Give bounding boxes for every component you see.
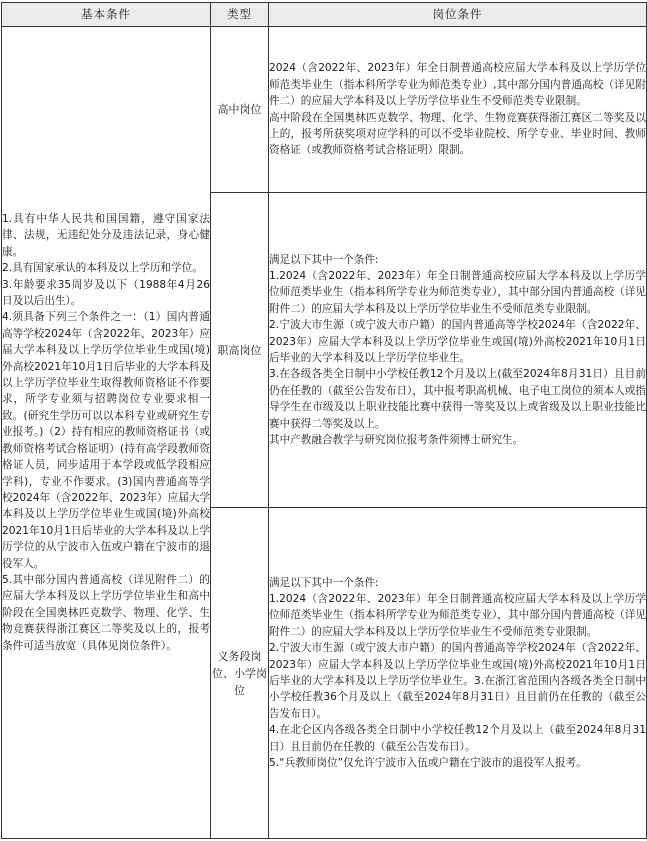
condition-paragraph: 满足以下其中一个条件: [269,253,379,266]
type-vocational: 职高岗位 [211,193,269,508]
conditions-vocational [269,193,647,508]
condition-paragraph: 3.在各级各类全日制中小学校任教12个月及以上(截至2024年8月31日）且目前仍在任教的（截至公告发布日），其中报考职高机械、电子电工岗位的须本人或指导学生在市级及以上职业技能比赛中获得一等奖及以上或省级及以上职业技能比赛中获得二等奖及以上。 [269,368,646,430]
condition-paragraph: 2024（含2022年、2023年）年全日制普通高校应届大学本科及以上学历学位师范类毕业生（指本科所学专业为师范类专业）,其中部分国内普通高校（详见附件二）的应届大学本科及以上学历学位毕业生不受师范类专业限制。 [269,62,646,108]
recruitment-conditions-table [1,2,647,839]
table-row-high-school [2,27,647,193]
basic-condition-5: 5.其中部分国内普通高校（详见附件二）的应届大学本科及以上学历学位毕业生和高中阶段在全国奥林匹克数学、物理、化学、生物竞赛获得浙江赛区二等奖及以上的，报考条件可适当放宽（具体见岗位条件）。 [2,573,210,652]
condition-paragraph: 4.在北仑区内各级各类全日制中小学校任教12个月及以上（截至2024年8月31日）且目前仍在任教的（截至公告发布日）。 [269,724,646,753]
header-position-conditions: 岗位条件 [269,3,647,27]
condition-paragraph: 5.“兵教师岗位”仅允许宁波市入伍或户籍在宁波市的退役军人报考。 [269,757,587,770]
condition-paragraph: 1.2024（含2022年、2023年）年全日制普通高校应届大学本科及以上学历学位师范类毕业生（指本科所学专业为师范类专业），其中部分国内普通高校（详见附件二）的应届大学本科及以上学历学位毕业生不受师范类专业限制。 [269,269,646,315]
conditions-high-school [269,27,647,193]
header-type: 类型 [211,3,269,27]
condition-paragraph: 1.2024（含2022年、2023年）年全日制普通高校应届大学本科及以上学历学位师范类毕业生（指本科所学专业为师范类专业），其中部分国内普通高校（详见附件二）的应届大学本科及以上学历学位毕业生不受师范类专业限制。 [269,592,646,638]
conditions-compulsory-primary [269,508,647,839]
basic-condition-2: 2.具有国家承认的本科及以上学历和学位。 [2,262,203,275]
condition-paragraph: 2.宁波大市生源（或宁波大市户籍）的国内普通高等学校2024年（含2022年、2023年）应届大学本科及以上学历学位毕业生或国(境)外高校2021年10月1日后毕业的大学本科及以上学历学位毕业生。3.在浙江省范围内各级各类全日制中小学校任教36个月及以上（截至2024年8月31日）且目前仍在任教的（截至公告发布日）。 [269,642,646,720]
basic-condition-1: 1.具有中华人民共和国国籍，遵守国家法律、法规，无违纪处分及违法记录，身心健康。 [2,213,210,258]
header-basic-conditions: 基本条件 [2,3,211,27]
condition-paragraph: 高中阶段在全国奥林匹克数学、物理、化学、生物竞赛获得浙江赛区二等奖及以上的，报考所获奖项对应学科的可以不受毕业院校、所学专业、毕业时间、教师资格证（或教师资格考试合格证明）限制。 [269,111,646,157]
condition-paragraph: 其中产教融合教学与研究岗位报考条件须博士研究生。 [269,434,524,447]
condition-paragraph: 满足以下其中一个条件: [269,576,379,589]
basic-condition-3: 3.年龄要求35周岁及以下（1988年4月26日及以后出生）。 [2,278,210,308]
type-compulsory-primary: 义务段岗位、小学岗位 [211,508,269,839]
basic-condition-4: 4.须具备下列三个条件之一：（1）国内普通高等学校2024年（含2022年、2023年）应届大学本科及以上学历学位毕业生或国(境)外高校2021年10月1日后毕业的大学本科及以上学历学位毕业生取得教师资格证不作要求，所学专业须与招聘岗位专业要求相一致。(研究生学历可以以本科专业或研究生专业报考。)（2）持有相应的教师资格证书（或教师资格考试合格证明）(持有高学段教师资格证人员，同步适用于本学段或低学段相应学科)，专业不作要求。(3)国内普通高等学校2024年（含2022年、2023年）应届大学本科及以上学历学位毕业生或国(境)外高校2021年10月1日后毕业的大学本科及以上学历学位的从宁波市入伍或户籍在宁波市的退役军人。 [2,311,211,570]
condition-paragraph: 2.宁波大市生源（或宁波大市户籍）的国内普通高等学校2024年（含2022年、2023年）应届大学本科及以上学历学位毕业生或国(境)外高校2021年10月1日后毕业的大学本科及以上学历学位毕业生。 [269,319,646,364]
header-row [2,3,647,27]
type-high-school: 高中岗位 [211,27,269,193]
basic-conditions-cell [2,27,211,839]
